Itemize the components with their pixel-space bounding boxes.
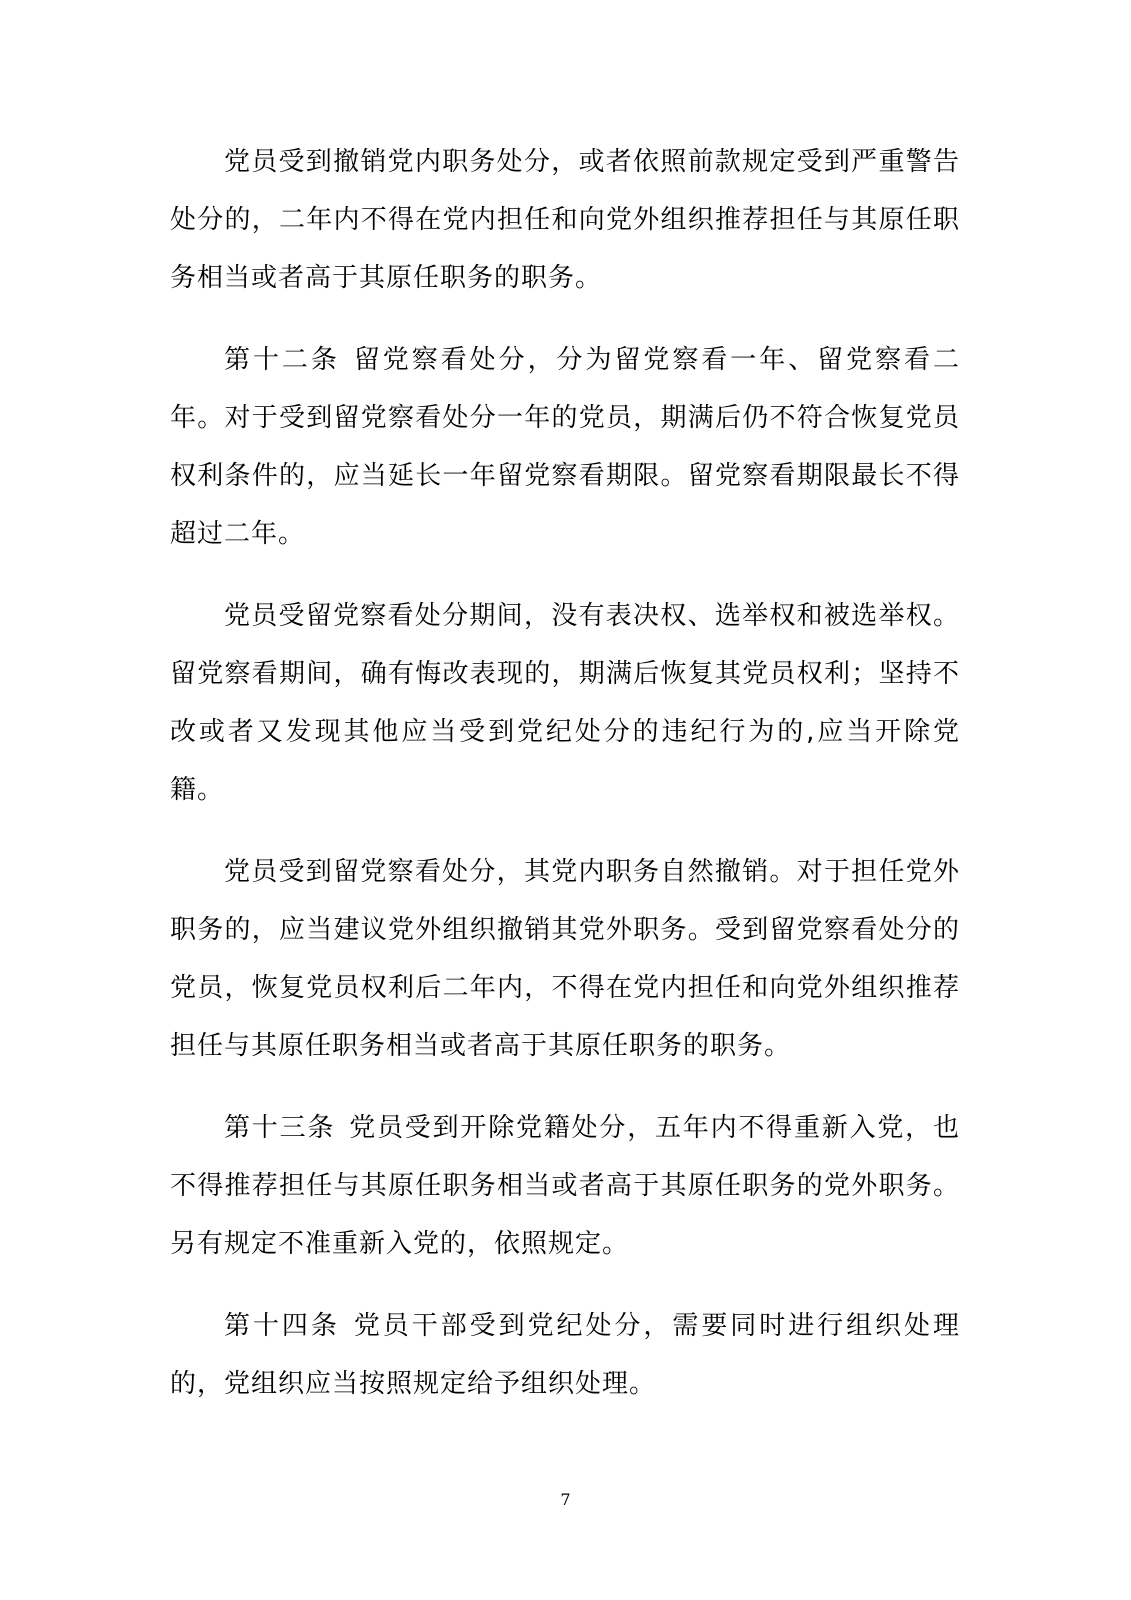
paragraph-text: 留党察看处分，分为留党察看一年、留党察看二年。对于受到留党察看处分一年的党员，期满后仍不符合恢复党员权利条件的，应当延长一年留党察看期限。留党察看期限最长不得超过二年。 [170,345,960,549]
paragraph-3 [170,587,960,819]
article-number: 第十四条 [224,1311,340,1341]
paragraph-text: 党员受到撤销党内职务处分，或者依照前款规定受到严重警告处分的，二年内不得在党内担任和向党外组织推荐担任与其原任职务相当或者高于其原任职务的职务。 [170,147,960,293]
page-number: 7 [560,1490,571,1509]
paragraph-article-13 [170,1099,960,1273]
document-body [170,133,960,1437]
article-number: 第十三条 [224,1113,336,1143]
article-number: 第十二条 [224,345,340,375]
paragraph-text: 党员受留党察看处分期间，没有表决权、选举权和被选举权。留党察看期间，确有悔改表现的，期满后恢复其党员权利；坚持不改或者又发现其他应当受到党纪处分的违纪行为的,应当开除党籍。 [170,601,960,805]
paragraph-1 [170,133,960,307]
paragraph-text: 党员干部受到党纪处分，需要同时进行组织处理的，党组织应当按照规定给予组织处理。 [170,1311,960,1399]
paragraph-4 [170,843,960,1075]
paragraph-article-14 [170,1297,960,1413]
paragraph-article-12 [170,331,960,563]
paragraph-text: 党员受到留党察看处分，其党内职务自然撤销。对于担任党外职务的，应当建议党外组织撤销其党外职务。受到留党察看处分的党员，恢复党员权利后二年内，不得在党内担任和向党外组织推荐担任与其原任职务相当或者高于其原任职务的职务。 [170,857,960,1061]
paragraph-text: 党员受到开除党籍处分，五年内不得重新入党，也不得推荐担任与其原任职务相当或者高于其原任职务的党外职务。另有规定不准重新入党的，依照规定。 [170,1113,960,1259]
